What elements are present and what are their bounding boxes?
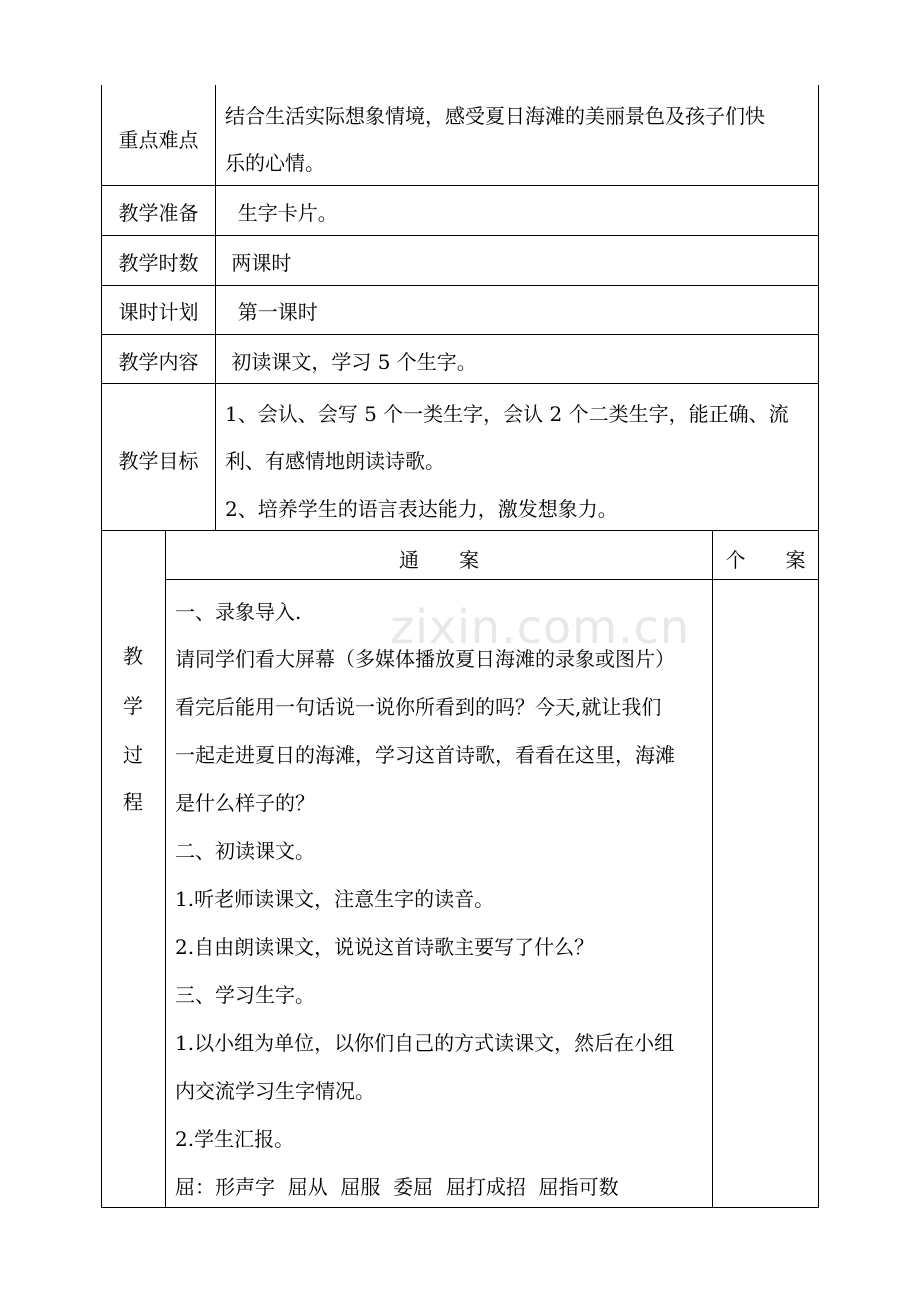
preparation-text: 生字卡片。 — [225, 201, 338, 225]
rule — [818, 85, 819, 1208]
objectives-line-1: 1、会认、会写 5 个一类生字，会认 2 个二类生字，能正确、流 — [225, 402, 789, 426]
column-header-individual: 个 案 — [725, 548, 806, 572]
hours-text: 两课时 — [225, 251, 292, 275]
row-label-content: 教学内容 — [118, 350, 199, 374]
process-line: 一、录象导入. — [175, 600, 302, 624]
process-label-char: 学 — [123, 694, 143, 718]
process-label-char: 教 — [123, 644, 143, 668]
process-line: 请同学们看大屏幕（多媒体播放夏日海滩的录象或图片） — [175, 647, 675, 671]
rule — [101, 235, 819, 236]
rule — [101, 185, 819, 186]
process-line: 二、初读课文。 — [175, 839, 315, 863]
objectives-line-2: 利、有感情地朗读诗歌。 — [225, 449, 445, 473]
process-label-char: 程 — [123, 790, 143, 814]
process-line: 2.学生汇报。 — [175, 1127, 295, 1151]
row-label-objectives: 教学目标 — [118, 449, 199, 473]
process-label-char: 过 — [123, 743, 143, 767]
process-line: 内交流学习生字情况。 — [175, 1079, 375, 1103]
process-line: 三、学习生字。 — [175, 983, 315, 1007]
objectives-line-3: 2、培养学生的语言表达能力，激发想象力。 — [225, 497, 618, 521]
rule — [165, 579, 819, 580]
process-line: 1.以小组为单位，以你们自己的方式读课文，然后在小组 — [175, 1031, 675, 1055]
row-label-preparation: 教学准备 — [118, 201, 199, 225]
process-line: 一起走进夏日的海滩，学习这首诗歌，看看在这里，海滩 — [175, 743, 675, 767]
process-line: 屈：形声字 屈从 屈服 委屈 屈打成招 屈指可数 — [175, 1175, 619, 1199]
content-text: 初读课文，学习 5 个生字。 — [225, 350, 477, 374]
process-line: 1.听老师读课文，注意生字的读音。 — [175, 887, 495, 911]
process-line: 看完后能用一句话说一说你所看到的吗？今天,就让我们 — [175, 695, 662, 719]
rule — [712, 530, 713, 1208]
process-line: 2.自由朗读课文，说说这首诗歌主要写了什么？ — [175, 935, 595, 959]
process-line: 是什么样子的？ — [175, 791, 315, 815]
rule — [215, 85, 216, 531]
plan-text: 第一课时 — [225, 300, 318, 324]
key-points-line-1: 结合生活实际想象情境，感受夏日海滩的美丽景色及孩子们快 — [225, 104, 765, 128]
row-label-plan: 课时计划 — [118, 300, 199, 324]
row-label-key-points: 重点难点 — [118, 128, 199, 152]
watermark: zixin.com.cn — [390, 600, 691, 654]
key-points-line-2: 乐的心情。 — [225, 151, 325, 175]
rule — [101, 285, 819, 286]
rule — [165, 530, 166, 1208]
column-header-common: 通 案 — [399, 548, 479, 572]
rule — [101, 334, 819, 335]
rule — [101, 383, 819, 384]
row-label-hours: 教学时数 — [118, 251, 199, 275]
